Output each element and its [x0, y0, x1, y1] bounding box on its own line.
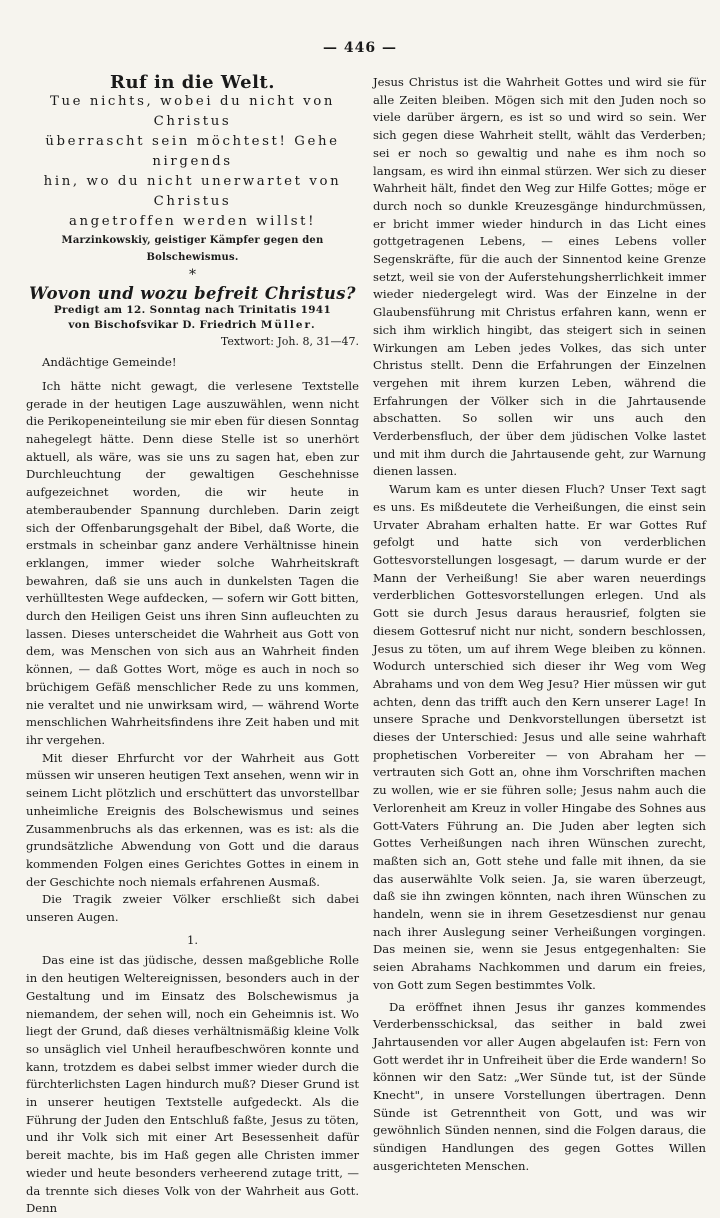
separator-star: *	[189, 267, 196, 284]
motto-line: angetroffen werden willst!	[68, 213, 317, 229]
paragraph: Das eine ist das jüdische, dessen maßgebliche Rolle in den heutigen Weltereignissen, besonders auch in der Gestaltung und im Einsatz des Bolschewismus ja niemandem, der sehen will, noch ein Geheimnis ist. Wo liegt der Grund, daß dieses verhältnismäßig kleine Volk so unsäglich viel Unheil heraufbeschwören konnte und kann, trotzdem es dabei selbst immer wieder durch die fürchterlichsten Lagen hindurch muß? Dieser Grund ist in unserer heutigen Textstelle aufgedeckt. Als die Führung der Juden den Entschluß faßte, Jesus zu töten, und ihr Volk sich mit einer Art Besessenheit dafür bereit machte, bis im Haß gegen alle Christen immer wieder und heute besonders verheerend zutage tritt, — da trennte sich dieses Volk von der Wahrheit aus Gott. Denn	[26, 953, 359, 1216]
sermon-author-name: Müller.	[260, 318, 317, 331]
motto	[26, 92, 359, 232]
paragraph: Jesus Christus ist die Wahrheit Gottes und wird sie für alle Zeiten bleiben. Mögen sich mit den Juden noch so viele darüber ärgern, es ist so und wird so sein. Wer sich gegen diese Wahrheit stellt, wählt das Verderben; sei er noch so gewaltig und nahe es ihm noch so langsam, es wird ihn einmal stürzen. Wer sich zu dieser Wahrheit hält, findet den Weg zur Hilfe Gottes; möge er durch noch so dunkle Kreuzesgänge hindurchmüssen, er bricht immer wieder hindurch in das Licht eines gottgetragenen Lebens, — eines Lebens voller Segenskräfte, für die auch der Sinnentod keine Grenze setzt, weil sie von der Auferstehungsherrlichkeit immer wieder niedergelegt wird. Was der Einzelne in der Glaubensführung mit Christus erfahren kann, wenn er sich ihm wirklich hingibt, das steigert sich in seinen Wirkungen am Leben jedes Volkes, das sich unter Christus stellt. Denn die Erfahrungen der Einzelnen vergehen mit ihrem kurzen Leben, während die Erfahrungen der Völker sich in die Jahrtausende abschatten. So sollen wir uns auch den Verderbensfluch, der über dem jüdischen Volke lastet und mit ihm durch die Jahrtausende geht, zur Warnung dienen lassen.	[373, 75, 706, 479]
paragraph: Warum kam es unter diesen Fluch? Unser Text sagt es uns. Es mißdeutete die Verheißungen, die einst sein Urvater Abraham erhalten hatte. Er war Gottes Ruf gefolgt und hatte sich von verderblichen Gottesvorstellungen losgesagt, — darum wurde er der Mann der Verheißung! Sie aber waren neuerdings verderblichen Gottesvorstellungen erlegen. Und als Gott sie durch Jesus daraus herausrief, folgten sie diesem Gottesruf nicht nur nicht, sondern beschlossen, Jesus zu töten, um auf ihrem Wege bleiben zu können. Wodurch unterschied sich dieser ihr Weg vom Weg Abrahams und von dem Weg Jesu? Hier müssen wir gut achten, denn das trifft auch den Kern unserer Lage! In unsere Sprache und Denkvorstellungen übersetzt ist dieses der Unterschied: Jesus und alle seine wahrhaft prophetischen Vorbereiter — von Abraham her — vertrauten sich Gott an, ohne ihm Vorschriften machen zu wollen, wie er sie führen solle; Jesus nahm auch die Verlorenheit am Kreuz in voller Hingabe des Sohnes aus Gott-Vaters Führung an. Die Juden aber legten sich Gottes Verheißungen nach ihren Wünschen zurecht, maßten sich an, Gott stehe und falle mit ihnen, da sie das auserwählte Volk seien. Ja, sie waren überzeugt, daß sie ihn zwingen könnten, nach ihren Wünschen zu handeln, wenn sie in ihrem Gesetzesdienst nur genau nach ihrer Auslegung seiner Verheißungen vorgingen. Das meinen sie, wenn sie Jesus entgegenhalten: Sie seien Abrahams Nachkommen und darum ein freies, von Gott zum Segen bestimmtes Volk.	[373, 482, 706, 992]
sermon-occasion: Predigt am 12. Sonntag nach Trinitatis 1941	[53, 303, 332, 316]
text-reference: Textwort: Joh. 8, 31—47.	[220, 334, 359, 348]
paragraph: Die Tragik zweier Völker erschließt sich dabei unseren Augen.	[26, 892, 359, 925]
paragraph: Mit dieser Ehrfurcht vor der Wahrheit aus Gott müssen wir unseren heutigen Text ansehen, wenn wir in seinem Licht plötzlich und erschüttert das unvorstellbar unheimliche Ereignis des Bolschewismus und seines Zusammenbruchs als das erkennen, was es ist: als die grundsätzliche Abwendung von Gott und die daraus kommenden Folgen eines Gerichtes Gottes in einem in der Geschichte noch niemals erfahrenen Ausmaß.	[26, 750, 359, 889]
section-number: 1.	[186, 932, 199, 947]
motto-attribution: Marzinkowskiy, geistiger Kämpfer gegen den Bolschewismus.	[61, 234, 324, 264]
right-column	[373, 74, 706, 1218]
left-column	[26, 74, 359, 1218]
sermon-author	[26, 318, 359, 333]
two-column-layout	[26, 74, 706, 1218]
page-number: — 446 —	[323, 40, 397, 56]
motto-line: Tue nichts, wobei du nicht von Christus	[49, 93, 335, 129]
motto-line: überrascht sein möchtest! Gehe nirgends	[45, 133, 340, 169]
greeting: Andächtige Gemeinde!	[42, 355, 177, 370]
section-title: Ruf in die Welt.	[109, 72, 275, 93]
sermon-title: Wovon und wozu befreit Christus?	[29, 283, 356, 303]
paragraph: Ich hätte nicht gewagt, die verlesene Textstelle gerade in der heutigen Lage auszuwählen, wenn nicht die Perikopeneinteilung sie mir eben für diesen Sonntag nahegelegt hätte. Denn diese Stelle ist so unerhört aktuell, als wäre, was sie uns zu sagen hat, eben zur Durchleuchtung der gewaltigen Geschehnisse aufgezeichnet worden, die wir heute in atemberaubender Spannung durchleben. Darin zeigt sich der Offenbarungsgehalt der Bibel, daß Worte, die erstmals in scheinbar ganz andere Verhältnisse hinein erklangen, immer wieder solche Wahrheitskraft bewahren, daß sie uns auch in dunkelsten Tagen die verhülltesten Wege aufdecken, — sofern wir Gott bitten, durch den Heiligen Geist uns ihren Sinn aufleuchten zu lassen. Dieses unterscheidet die Wahrheit aus Gott von dem, was Menschen von sich aus an Wahrheit finden können, — daß Gottes Wort, möge es auch in noch so brüchigem Gefäß menschlicher Rede zu uns kommen, nie veraltet und nie unwirksam wird, — während Worte menschlichen Wahrheitsfindens ihre Zeit haben und mit ihr vergehen.	[26, 378, 359, 747]
sermon-author-prefix: von Bischofsvikar D. Friedrich	[68, 318, 257, 331]
paragraph: Da eröffnet ihnen Jesus ihr ganzes kommendes Verderbensschicksal, das seither in bald zwei Jahrtausenden vor aller Augen abgelaufen ist: Fern von Gott werdet ihr in Unfreiheit über die Erde wandern! So können wir den Satz: „Wer Sünde tut, ist der Sünde Knecht", in unsere Vorstellungen übertragen. Denn Sünde ist Getrenntheit von Gott, und was wir gewöhnlich Sünden nennen, sind die Folgen daraus, die sündigen Handlungen des gegen Gottes Willen ausgerichteten Menschen.	[373, 999, 706, 1173]
motto-line: hin, wo du nicht unerwartet von Christus	[43, 173, 342, 209]
